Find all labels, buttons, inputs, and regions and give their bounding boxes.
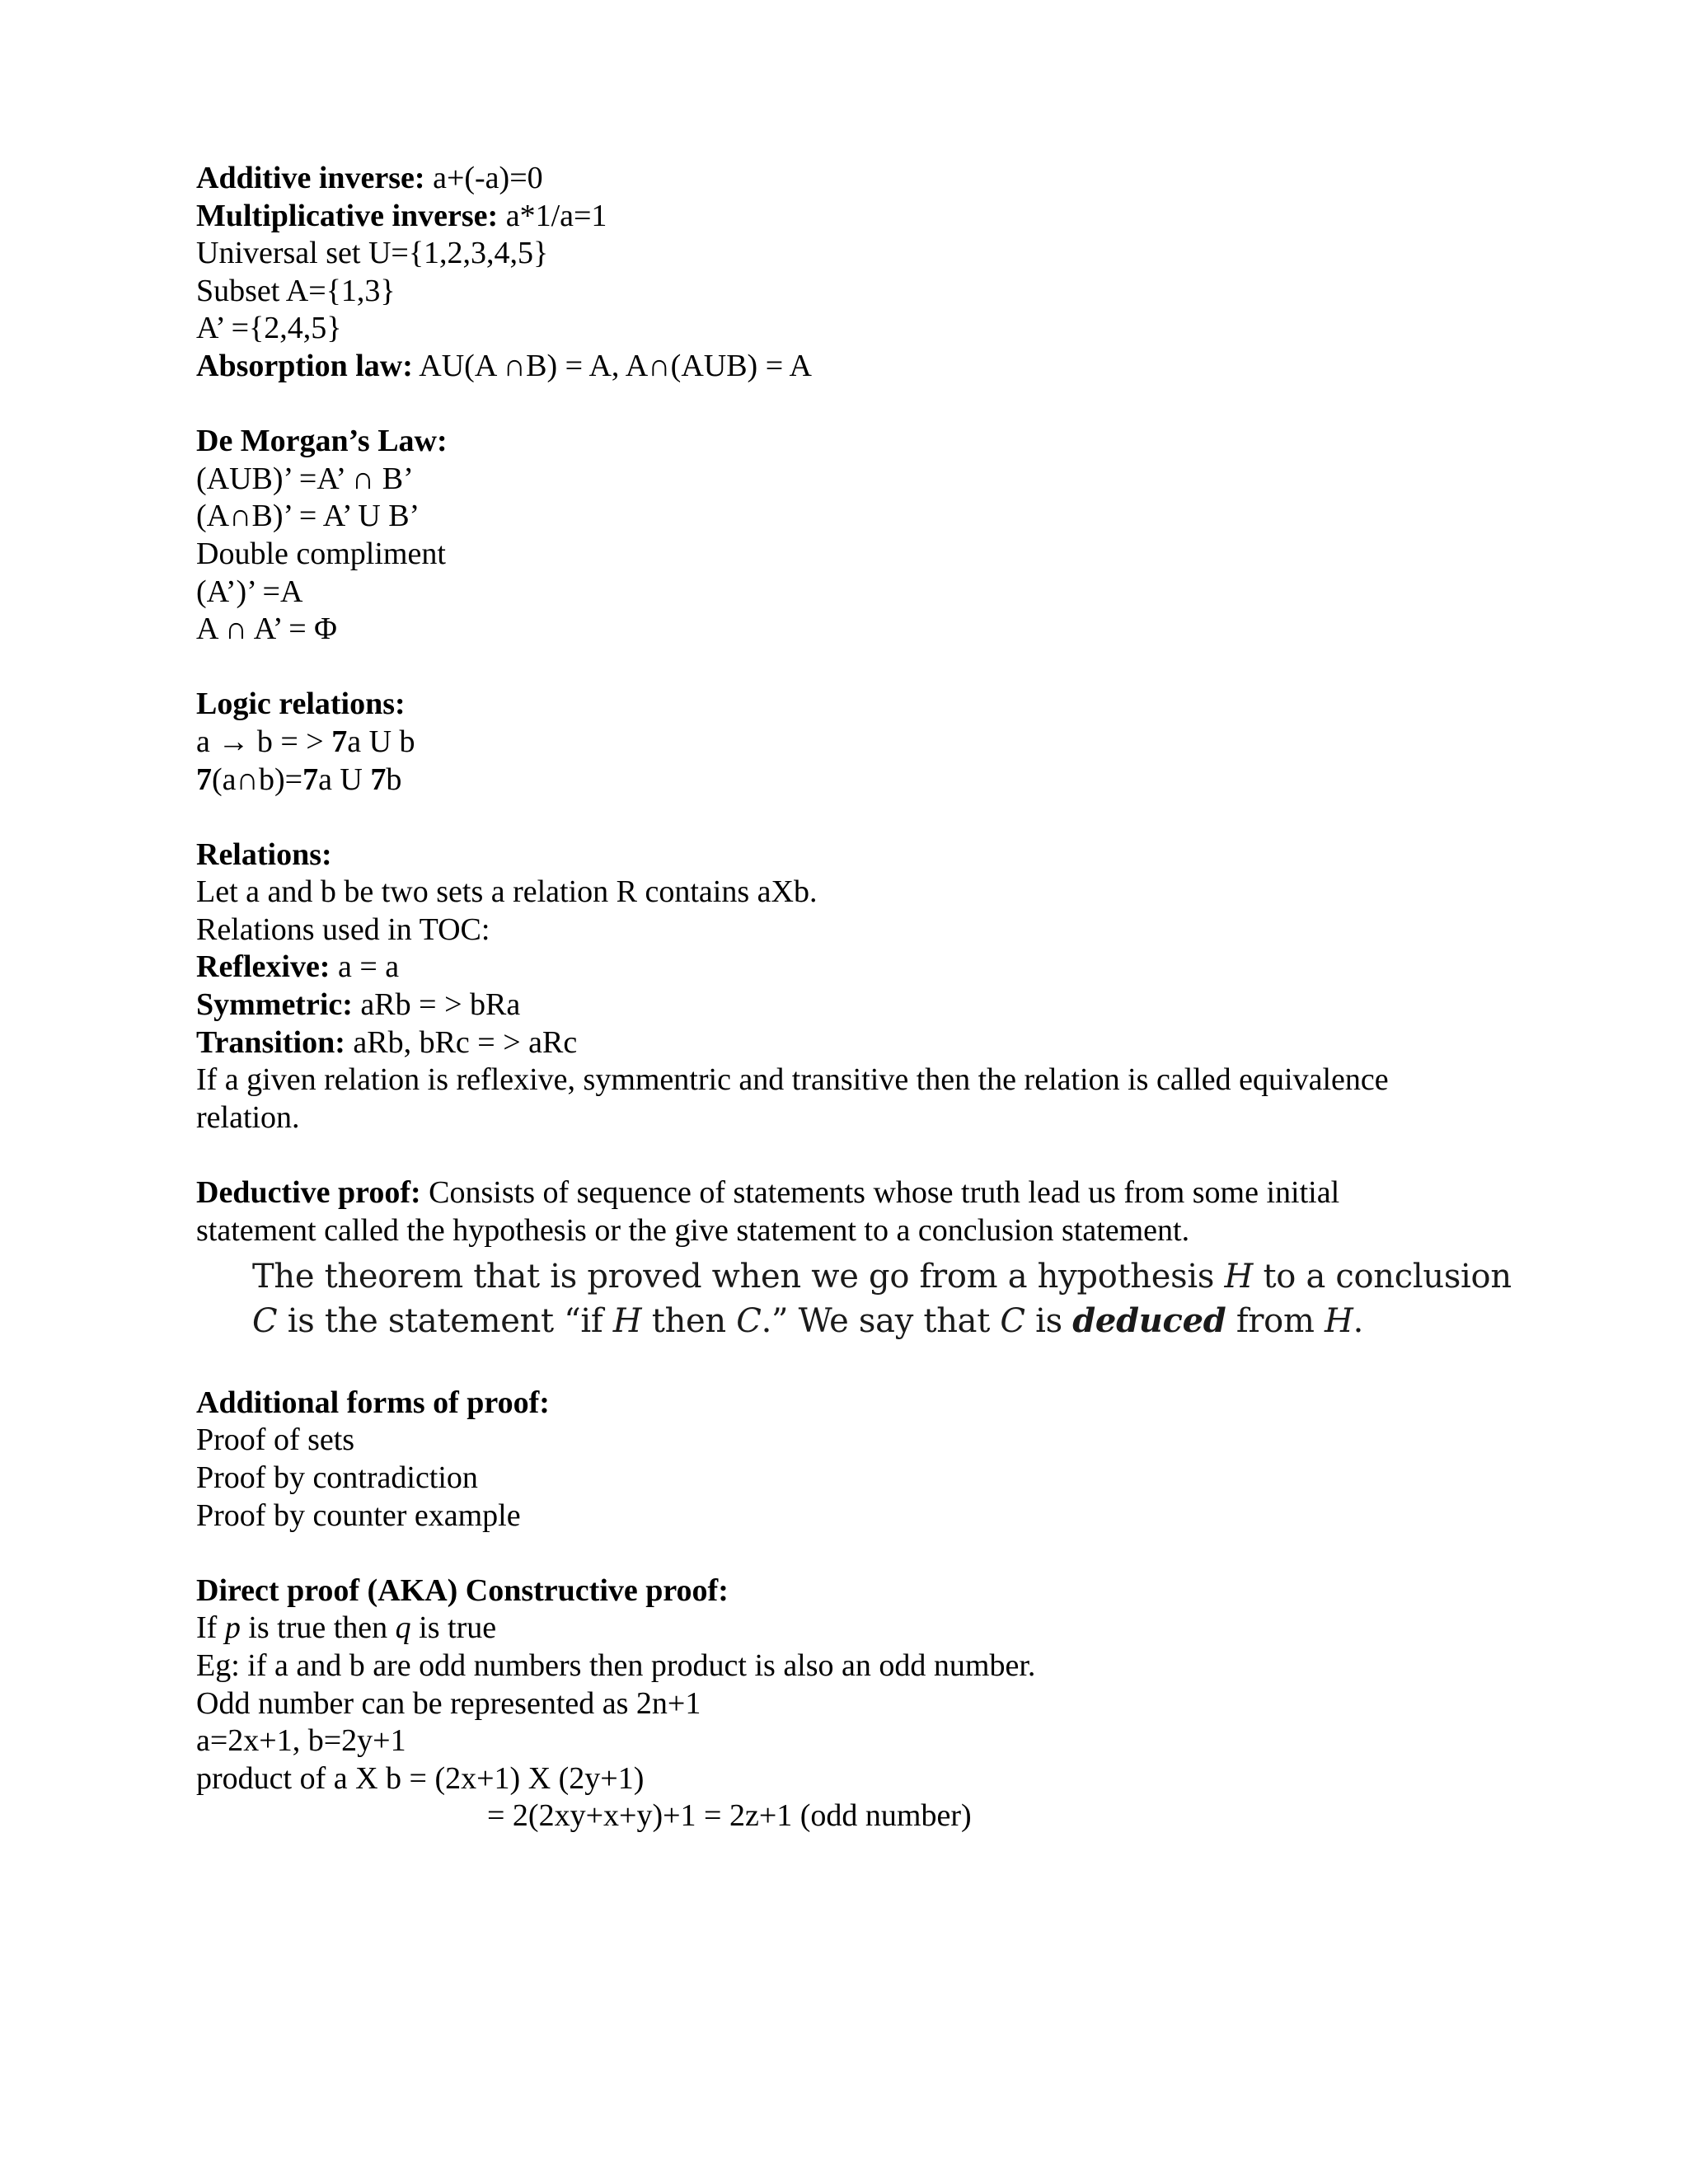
textbook-excerpt (196, 1254, 1512, 1343)
relations-toc: Relations used in TOC: (196, 912, 490, 947)
direct-proof-ab: a=2x+1, b=2y+1 (196, 1723, 406, 1759)
logic-text: (a∩b)= (212, 762, 303, 797)
direct-proof-odd: Odd number can be represented as 2n+1 (196, 1685, 701, 1721)
multiplicative-inverse-label: Multiplicative inverse: (196, 198, 499, 233)
logic-text: b (386, 762, 402, 797)
subset-line: Subset A={1,3} (196, 273, 396, 308)
spacer (196, 649, 1498, 687)
symmetric-text: aRb = > bRa (352, 987, 521, 1023)
reflexive-text: a = a (330, 949, 400, 985)
excerpt-var: H (1224, 1258, 1254, 1296)
excerpt-text: . (1353, 1302, 1364, 1341)
deductive-proof-line-1 (196, 1174, 1498, 1212)
relations-heading-text: Relations: (196, 837, 332, 872)
excerpt-text: to a conclusion (1253, 1258, 1512, 1296)
logic-text: a U (318, 762, 371, 797)
excerpt-var: C (252, 1302, 278, 1341)
spacer (196, 1137, 1498, 1174)
logic-relations-heading-text: Logic relations: (196, 687, 406, 722)
absorption-law-text: AU(A ∩B) = A, A∩(AUB) = A (412, 348, 812, 383)
symmetric-label: Symmetric: (196, 987, 353, 1023)
symmetric-line (196, 987, 1498, 1024)
direct-proof-result: = 2(2xy+x+y)+1 = 2z+1 (odd number) (487, 1798, 972, 1834)
logic-text: a (196, 724, 218, 759)
direct-text: is true then (240, 1610, 396, 1646)
document-content (196, 160, 1512, 1835)
logic-text: b = > (249, 724, 332, 759)
multiplicative-inverse-text: a*1/a=1 (498, 198, 607, 233)
proof-by-counter-example: Proof by counter example (196, 1497, 521, 1533)
universal-set-line: Universal set U={1,2,3,4,5} (196, 236, 549, 271)
excerpt-text: then (641, 1302, 737, 1341)
excerpt-line-1 (252, 1254, 1512, 1299)
absorption-law-line (196, 348, 1498, 386)
relations-heading (196, 837, 1498, 874)
negation-symbol: 7 (196, 762, 212, 797)
excerpt-var: H (1325, 1302, 1353, 1341)
direct-proof-heading (196, 1572, 1498, 1610)
logic-text: a U b (347, 724, 415, 759)
excerpt-var: H (612, 1302, 642, 1341)
deductive-proof-line-2: statement called the hypothesis or the give statement to a conclusion statement. (196, 1212, 1190, 1248)
reflexive-label: Reflexive: (196, 949, 331, 985)
additive-inverse-line (196, 160, 1498, 198)
transition-line (196, 1024, 1498, 1062)
proof-by-contradiction: Proof by contradiction (196, 1460, 478, 1495)
double-complement-line: Double compliment (196, 536, 446, 571)
additive-inverse-label: Additive inverse: (196, 161, 425, 195)
negation-symbol: 7 (302, 762, 319, 797)
negation-symbol: 7 (331, 724, 348, 759)
arrow-right-icon: → (218, 724, 250, 759)
de-morgan-heading (196, 423, 1498, 461)
excerpt-text: from (1226, 1302, 1325, 1341)
logic-relations-heading (196, 686, 1498, 724)
double-complement-formula: (A’)’ =A (196, 574, 303, 609)
direct-proof-line-1 (196, 1610, 1498, 1647)
excerpt-line-2 (252, 1299, 1498, 1343)
de-morgan-line-2: (A∩B)’ = A’ U B’ (196, 499, 420, 534)
additional-forms-heading (196, 1385, 1498, 1422)
equivalence-line-1: If a given relation is reflexive, symmentric and transitive then the relation is called equivalence (196, 1062, 1389, 1098)
transition-text: aRb, bRc = > aRc (345, 1024, 578, 1060)
equivalence-line-2: relation. (196, 1099, 300, 1135)
excerpt-text: .” We say that (761, 1302, 1001, 1341)
direct-proof-example: Eg: if a and b are odd numbers then product is also an odd number. (196, 1647, 1036, 1683)
complement-line: A’ ={2,4,5} (196, 311, 342, 346)
direct-var: q (395, 1610, 411, 1646)
spacer (196, 799, 1498, 837)
direct-proof-heading-text: Direct proof (AKA) Constructive proof: (196, 1572, 729, 1608)
direct-text: is true (410, 1610, 497, 1646)
de-morgan-heading-text: De Morgan’s Law: (196, 424, 448, 459)
excerpt-text: is (1025, 1302, 1073, 1341)
excerpt-var: C (1000, 1302, 1025, 1341)
de-morgan-line-1: (AUB)’ =A’ ∩ B’ (196, 461, 414, 496)
additive-inverse-text: a+(-a)=0 (424, 161, 543, 195)
excerpt-text: The theorem that is proved when we go from a hypothesis (252, 1258, 1225, 1296)
deductive-proof-label: Deductive proof: (196, 1175, 421, 1211)
reflexive-line (196, 949, 1498, 987)
direct-var: p (224, 1610, 241, 1646)
direct-proof-product: product of a X b = (2x+1) X (2y+1) (196, 1760, 645, 1796)
direct-text: If (196, 1610, 225, 1646)
spacer (196, 1347, 1498, 1385)
excerpt-text: is the statement “if (277, 1302, 613, 1341)
logic-relation-line-2 (196, 762, 1498, 799)
negation-symbol: 7 (370, 762, 387, 797)
intersection-complement-formula: A ∩ A’ = Φ (196, 612, 337, 647)
relations-definition: Let a and b be two sets a relation R contains aXb. (196, 874, 818, 910)
proof-of-sets: Proof of sets (196, 1422, 355, 1458)
deductive-proof-text: Consists of sequence of statements whose truth lead us from some initial (420, 1175, 1340, 1211)
spacer (196, 386, 1498, 424)
excerpt-emphasis: deduced (1072, 1301, 1226, 1341)
spacer (196, 1535, 1498, 1572)
additional-forms-heading-text: Additional forms of proof: (196, 1385, 550, 1420)
excerpt-var: C (736, 1302, 762, 1341)
absorption-law-label: Absorption law: (196, 348, 413, 383)
transition-label: Transition: (196, 1024, 345, 1060)
multiplicative-inverse-line (196, 198, 1498, 236)
logic-relation-line-1 (196, 724, 1498, 762)
